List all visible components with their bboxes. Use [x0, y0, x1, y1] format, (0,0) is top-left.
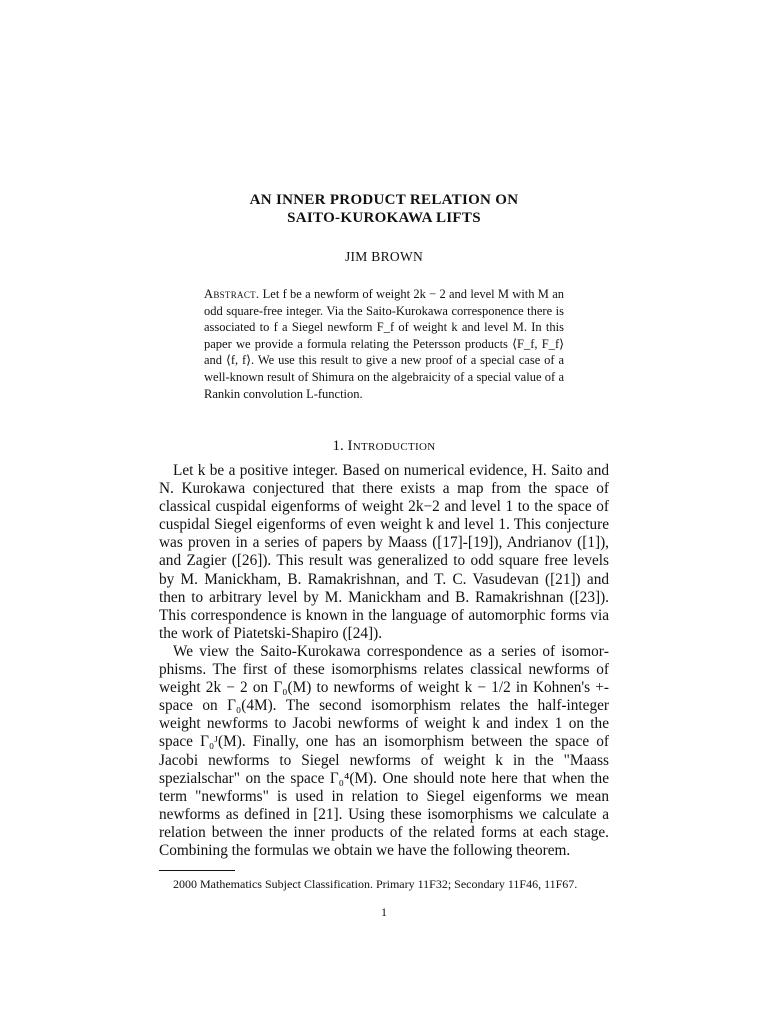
page-number: 1: [381, 905, 387, 919]
paper-title-line-1: AN INNER PRODUCT RELATION ON: [249, 192, 519, 208]
abstract: [204, 286, 564, 402]
section-number: 1.: [332, 438, 344, 454]
paragraph-1: Let k be a positive integer. Based on numerical evidence, H. Saito and N. Kurokawa conjectured that there exists a map from the space of classical cuspidal eigenforms of weight 2k−2 and level 1 to the space of cuspidal Siegel eigenforms of even weight k and level 1. This conjecture was proven in a series of papers by Maass ([17]-[19]), Andrianov ([1]), and Zagier ([26]). This result was generalized to odd square free levels by M. Manickham, B. Ramakrishnan, and T. C. Vasudevan ([21]) and then to arbitrary level by M. Manickham and B. Ramakrishnan ([23]). This correspondence is known in the language of automorphic forms via the work of Piatetski-Shapiro ([24]).: [159, 462, 609, 642]
paragraph-2: We view the Saito-Kurokawa correspondence as a series of isomorphisms. The first of these isomorphisms relates classical newforms of weight 2k − 2 on Γ₀(M) to newforms of weight k − 1/2 in Kohnen's +-space on Γ₀(4M). The second isomorphism relates the half-integer weight newforms to Jacobi newforms of weight k and index 1 on the space Γ₀ᴶ(M). Finally, one has an isomorphism between the space of Jacobi newforms to Siegel newforms of weight k in the "Maass spezialschar" on the space Γ₀⁴(M). One should note here that when the term "newforms" is used in relation to Siegel eigenforms we mean newforms as defined in [21]. Using these isomorphisms we calculate a relation between the inner products of the related forms at each stage. Combining the formulas we obtain we have the following theorem.: [159, 642, 609, 859]
abstract-text: Let f be a newform of weight 2k − 2 and level M with M an odd square-free integer. Via the Saito-Kurokawa corresponence there is associated to f a Siegel newform F_f of weight k and level M. In this paper we provide a formula relating the Petersson products ⟨F_f, F_f⟩ and ⟨f, f⟩. We use this result to give a new proof of a special case of a well-known result of Shimura on the algebraicity of a special value of a Rankin convolution L-function.: [204, 287, 564, 401]
paper-title-line-2: SAITO-KUROKAWA LIFTS: [287, 210, 481, 226]
footnote: 2000 Mathematics Subject Classification. Primary 11F32; Secondary 11F46, 11F67.: [173, 877, 578, 891]
section-title: Introduction: [347, 438, 436, 454]
paper-author: JIM BROWN: [344, 249, 424, 264]
abstract-label: Abstract.: [204, 287, 260, 301]
footnote-rule: [159, 870, 235, 871]
body-text: [159, 462, 609, 860]
section-heading: [0, 438, 768, 455]
